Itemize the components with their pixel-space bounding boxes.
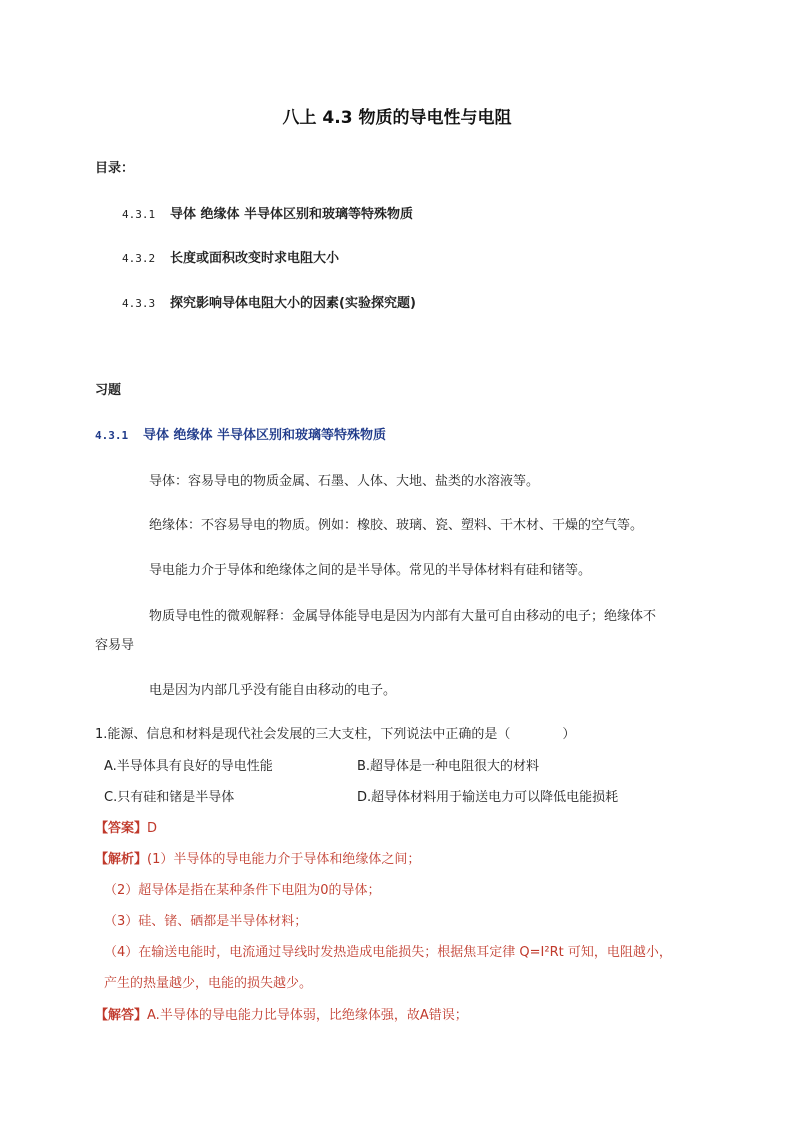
solution-text: A.半导体的导电能力比导体弱，比绝缘体强，故A错误； (147, 1008, 468, 1023)
analysis-line-1 (95, 848, 420, 867)
solution-line (95, 1004, 468, 1023)
toc-item-text: 导体 绝缘体 半导体区别和玻璃等特殊物质 (170, 207, 414, 222)
toc-item[interactable] (122, 292, 416, 311)
toc-item-number: 4.3.2 (122, 252, 156, 265)
answer-label: 【答案】 (95, 821, 148, 836)
page-title: 八上 4.3 物质的导电性与电阻 (282, 108, 512, 128)
toc-item[interactable] (122, 247, 339, 266)
option-a[interactable]: A.半导体具有良好的导电性能 (104, 759, 273, 774)
analysis-line-5: 产生的热量越少，电能的损失越少。 (104, 976, 313, 991)
option-c[interactable]: C.只有硅和锗是半导体 (104, 790, 235, 805)
paragraph-insulator: 绝缘体：不容易导电的物质。例如：橡胶、玻璃、瓷、塑料、干木材、干燥的空气等。 (149, 518, 644, 533)
toc-item-number: 4.3.3 (122, 297, 156, 310)
section-number: 4.3.1 (95, 429, 129, 442)
toc-item-number: 4.3.1 (122, 208, 156, 221)
paragraph-micro-explanation: 物质导电性的微观解释：金属导体能导电是因为内部有大量可自由移动的电子；绝缘体不 (149, 609, 657, 624)
paragraph-micro-explanation-cont: 容易导 (95, 638, 135, 653)
analysis-line-2: （2）超导体是指在某种条件下电阻为0的导体； (104, 883, 381, 898)
paragraph-micro-explanation-end: 电是因为内部几乎没有能自由移动的电子。 (149, 683, 397, 698)
toc-item-text: 长度或面积改变时求电阻大小 (170, 251, 340, 266)
answer-value: D (147, 821, 158, 836)
analysis-line-3: （3）硅、锗、硒都是半导体材料； (104, 914, 308, 929)
toc-heading: 目录： (95, 161, 135, 176)
analysis-text: (1）半导体的导电能力介于导体和绝缘体之间； (147, 852, 421, 867)
section-heading (95, 424, 386, 443)
question-stem: 1.能源、信息和材料是现代社会发展的三大支柱，下列说法中正确的是（ ） (95, 727, 576, 742)
answer-line (95, 817, 157, 836)
analysis-label: 【解析】 (95, 852, 148, 867)
section-title: 导体 绝缘体 半导体区别和玻璃等特殊物质 (143, 428, 387, 443)
analysis-line-4: （4）在输送电能时，电流通过导线时发热造成电能损失；根据焦耳定律 Q=I²Rt 可知，电阻越小， (104, 945, 672, 960)
paragraph-semiconductor: 导电能力介于导体和绝缘体之间的是半导体。常见的半导体材料有硅和锗等。 (149, 563, 592, 578)
exercises-heading: 习题 (95, 383, 122, 398)
option-d[interactable]: D.超导体材料用于输送电力可以降低电能损耗 (357, 790, 619, 805)
option-b[interactable]: B.超导体是一种电阻很大的材料 (357, 759, 540, 774)
toc-item[interactable] (122, 203, 413, 222)
toc-item-text: 探究影响导体电阻大小的因素(实验探究题) (170, 296, 416, 311)
paragraph-conductor: 导体：容易导电的物质金属、石墨、人体、大地、盐类的水溶液等。 (149, 474, 540, 489)
solution-label: 【解答】 (95, 1008, 148, 1023)
